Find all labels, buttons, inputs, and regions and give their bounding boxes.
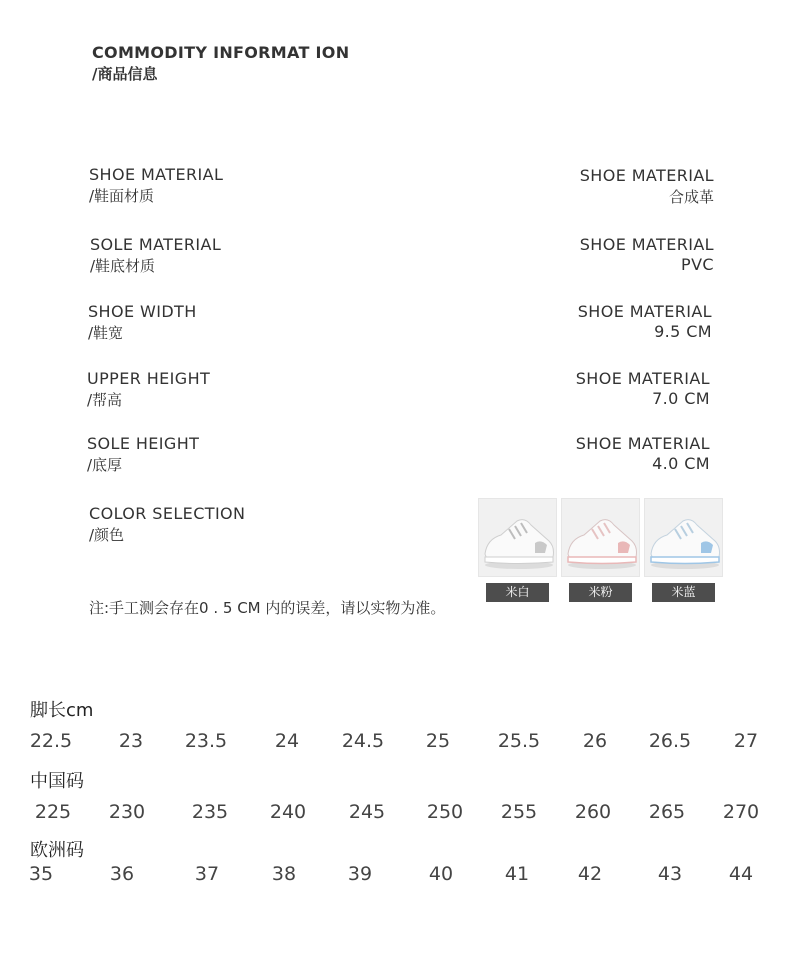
spec-value: 9.5 CM xyxy=(654,322,712,341)
spec-label-en: SHOE MATERIAL xyxy=(89,165,224,184)
size-cell: 230 xyxy=(108,801,146,823)
eu-size-label: 欧洲码 xyxy=(30,840,84,861)
spec-value: 4.0 CM xyxy=(652,454,710,473)
size-cell: 36 xyxy=(109,863,135,885)
size-cell: 270 xyxy=(722,801,760,823)
section-title-en: COMMODITY INFORMAT ION xyxy=(92,43,350,62)
spec-label-cn: /底厚 xyxy=(87,456,123,474)
size-cell: 44 xyxy=(728,863,754,885)
size-cell: 255 xyxy=(500,801,538,823)
size-cell: 225 xyxy=(34,801,72,823)
size-cell: 24 xyxy=(274,730,300,752)
shoe-thumbnail-beige-white[interactable] xyxy=(478,498,557,577)
shoe-thumbnail-beige-pink[interactable] xyxy=(561,498,640,577)
size-cell: 23 xyxy=(118,730,144,752)
spec-label-cn: /鞋宽 xyxy=(88,324,124,342)
size-cell: 235 xyxy=(191,801,229,823)
size-cell: 250 xyxy=(426,801,464,823)
sneaker-image xyxy=(645,499,723,577)
size-cell: 245 xyxy=(348,801,386,823)
sneaker-image xyxy=(479,499,557,577)
spec-label-cn: /鞋面材质 xyxy=(89,187,155,205)
size-cell: 240 xyxy=(269,801,307,823)
size-cell: 38 xyxy=(271,863,297,885)
china-size-label: 中国码 xyxy=(30,771,84,792)
shoe-thumbnail-beige-blue[interactable] xyxy=(644,498,723,577)
spec-label-cn: /鞋底材质 xyxy=(90,257,156,275)
size-cell: 40 xyxy=(428,863,454,885)
spec-value-en: SHOE MATERIAL xyxy=(577,302,712,321)
size-cell: 35 xyxy=(28,863,54,885)
size-cell: 26 xyxy=(582,730,608,752)
spec-value-en: SHOE MATERIAL xyxy=(579,166,714,185)
size-cell: 43 xyxy=(657,863,683,885)
spec-label-en: UPPER HEIGHT xyxy=(87,369,211,388)
spec-label-en: SOLE HEIGHT xyxy=(87,434,200,453)
size-cell: 265 xyxy=(648,801,686,823)
measurement-note: 注:手工测会存在0 . 5 CM 内的误差，请以实物为准。 xyxy=(89,599,446,617)
size-cell: 39 xyxy=(347,863,373,885)
size-cell: 37 xyxy=(194,863,220,885)
spec-value-en: SHOE MATERIAL xyxy=(575,434,710,453)
spec-value: PVC xyxy=(681,255,714,274)
size-cell: 24.5 xyxy=(341,730,385,752)
size-cell: 25.5 xyxy=(497,730,541,752)
size-cell: 25 xyxy=(425,730,451,752)
color-tag-beige-white[interactable]: 米白 xyxy=(486,583,549,602)
spec-label-cn: /帮高 xyxy=(87,391,123,409)
size-cell: 23.5 xyxy=(184,730,228,752)
color-selection-label-cn: /颜色 xyxy=(89,526,125,544)
color-selection-label-en: COLOR SELECTION xyxy=(89,504,246,523)
color-tag-beige-pink[interactable]: 米粉 xyxy=(569,583,632,602)
spec-label-en: SHOE WIDTH xyxy=(88,302,197,321)
size-cell: 27 xyxy=(733,730,759,752)
spec-value: 合成革 xyxy=(668,188,714,206)
size-cell: 42 xyxy=(577,863,603,885)
section-title-cn: /商品信息 xyxy=(92,65,158,83)
sneaker-image xyxy=(562,499,640,577)
spec-value-en: SHOE MATERIAL xyxy=(575,369,710,388)
size-cell: 22.5 xyxy=(29,730,73,752)
size-cell: 26.5 xyxy=(648,730,692,752)
size-cell: 41 xyxy=(504,863,530,885)
spec-value-en: SHOE MATERIAL xyxy=(579,235,714,254)
size-cell: 260 xyxy=(574,801,612,823)
spec-value: 7.0 CM xyxy=(652,389,710,408)
foot-length-label: 脚长cm xyxy=(30,700,94,721)
color-tag-beige-blue[interactable]: 米蓝 xyxy=(652,583,715,602)
spec-label-en: SOLE MATERIAL xyxy=(90,235,222,254)
